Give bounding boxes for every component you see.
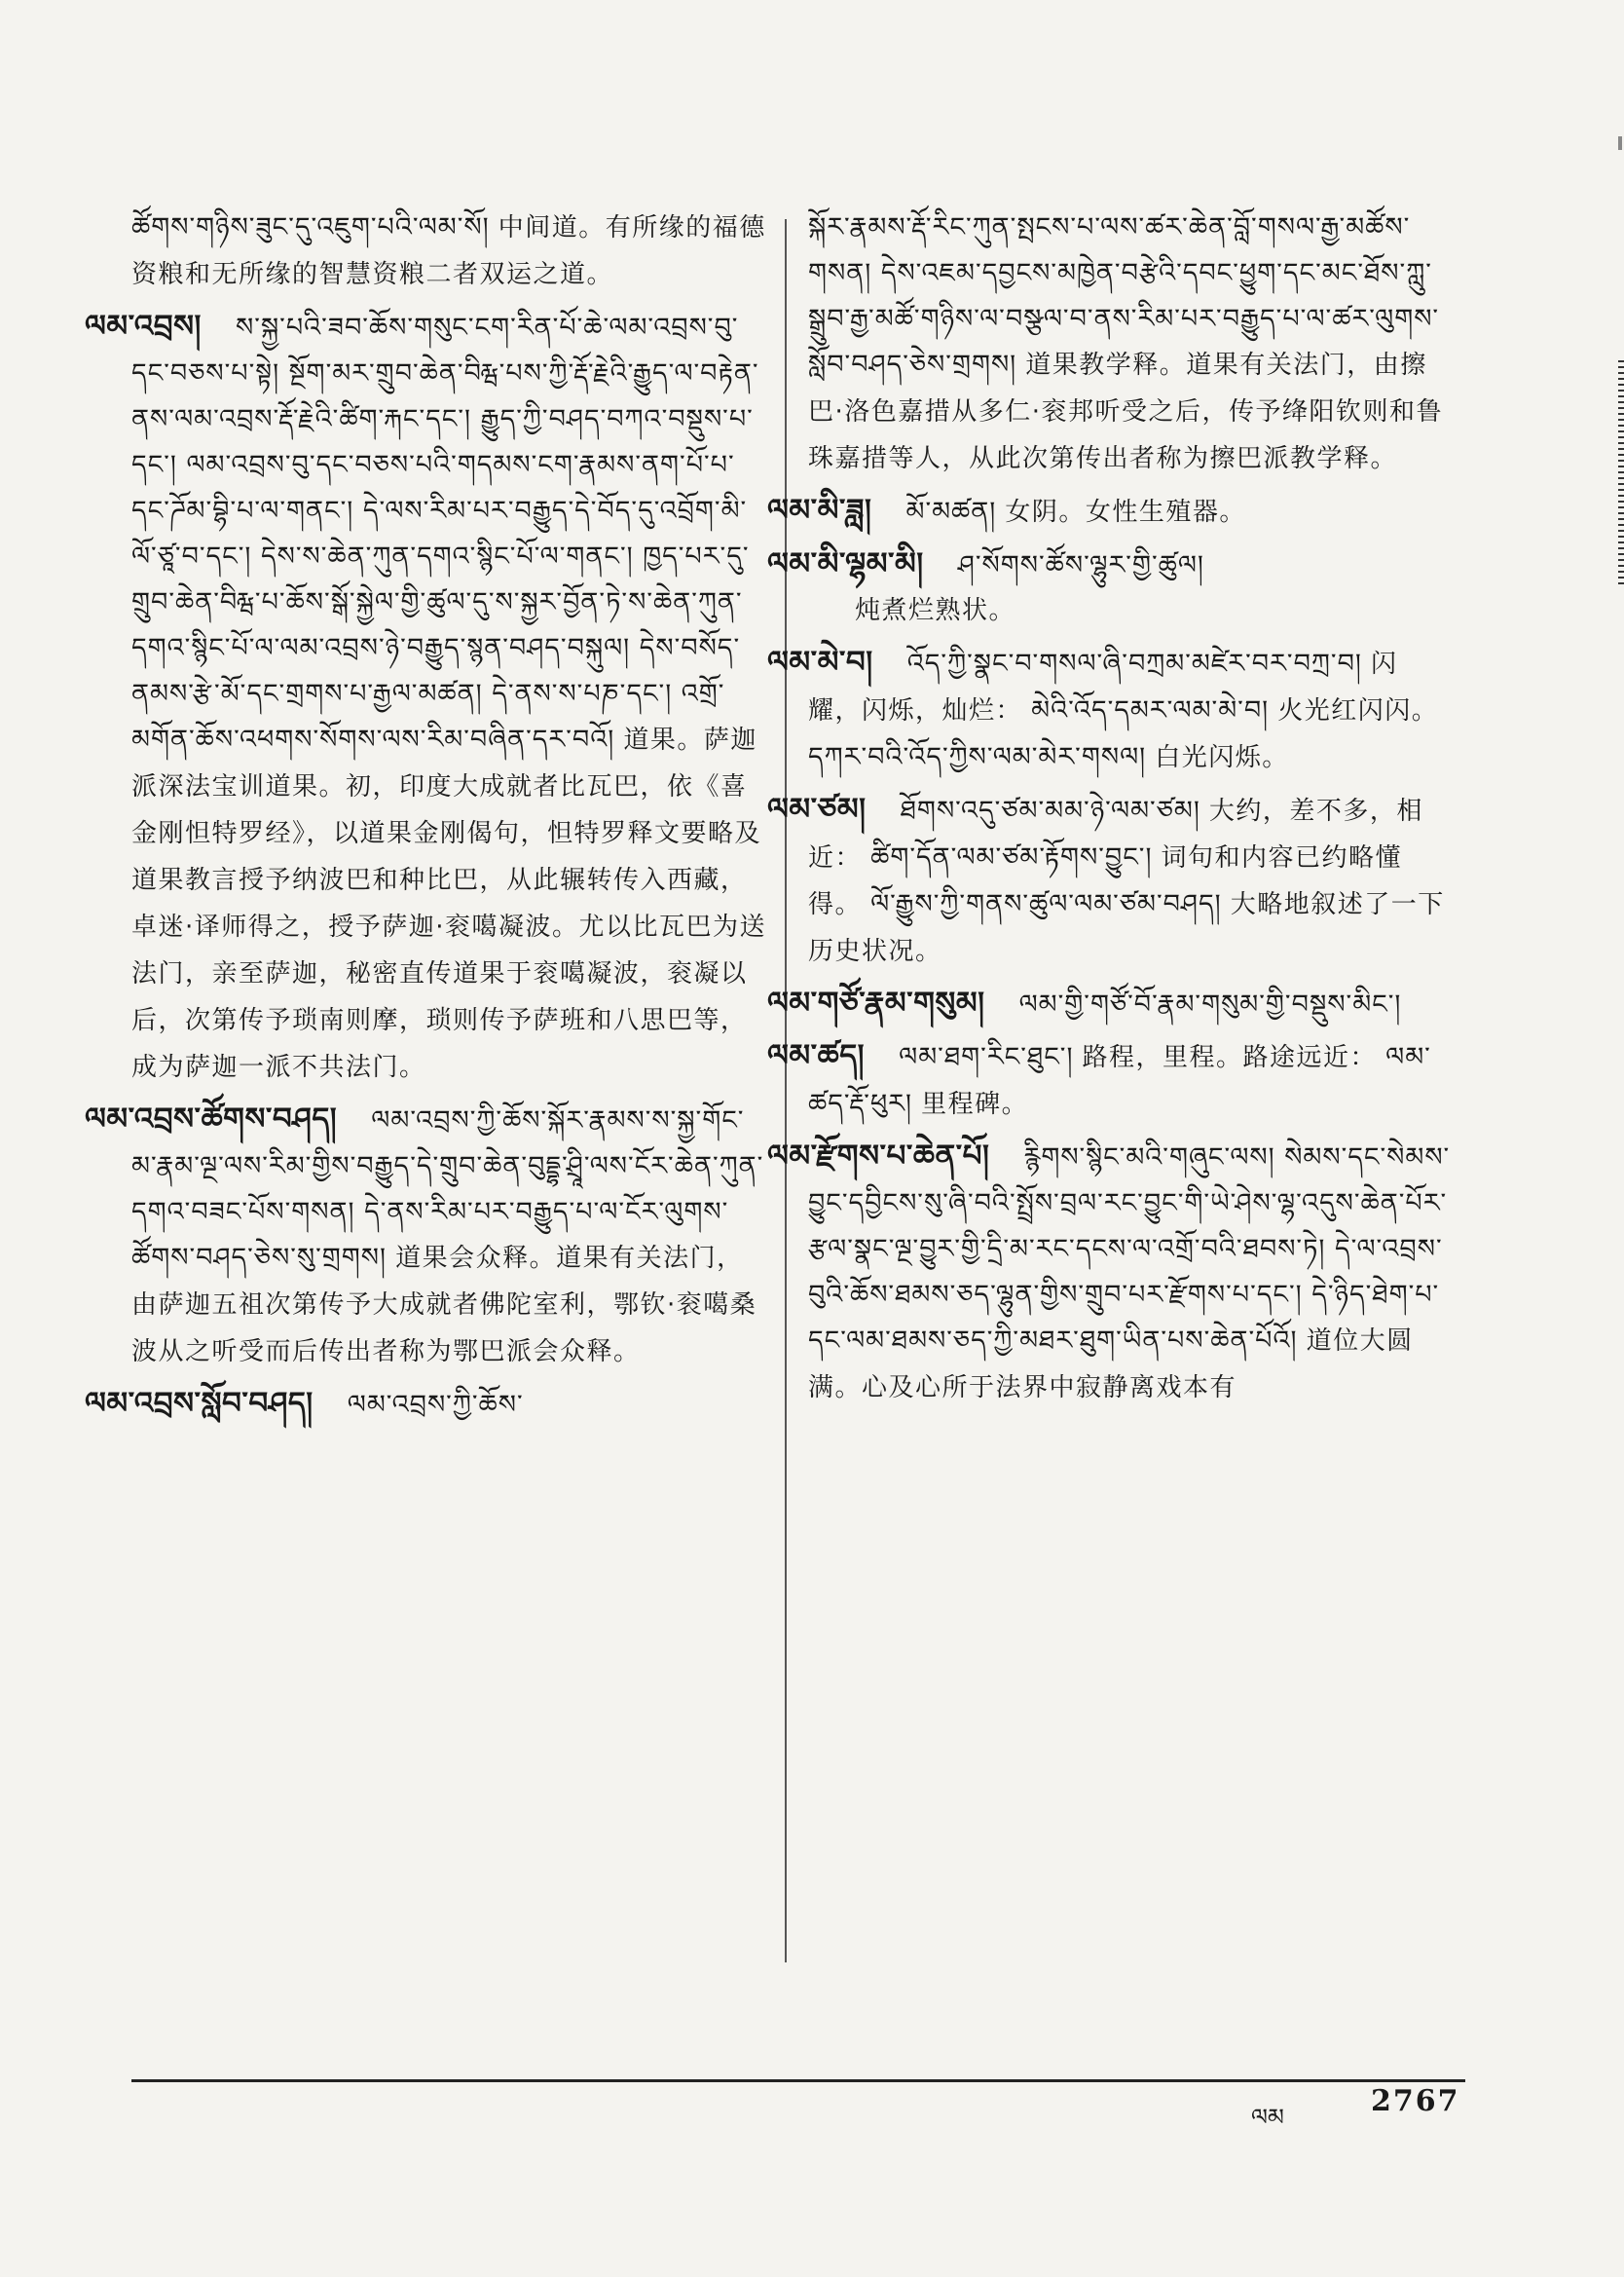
headword: ལམ་འབྲས་སློབ་བཤད།: [85, 1386, 314, 1421]
entry-lam-tsam: [767, 787, 1451, 975]
page-number: 2767: [1371, 2084, 1460, 2118]
tibetan-definition: ལམ་ཐག་རིང་ཐུང་།: [899, 1042, 1074, 1072]
chinese-example: 大略地叙述了一下历史状况。: [808, 890, 1445, 966]
tibetan-example: མེའི་འོད་དམར་ལམ་མེ་བ།: [1031, 695, 1270, 726]
entry-lam-dre-lob-shad: [85, 1381, 769, 1428]
tibetan-definition: ལམ་འབྲས་ཀྱི་ཆོས་: [347, 1390, 524, 1420]
tibetan-definition: ལམ་འབྲས་ཀྱི་ཆོས་སྐོར་རྣམས་ས་སྐྱ་གོང་མ་རྣམ་ལྔ་ལས་རིམ་གྱིས་བརྒྱུད་དེ་གྲུབ་ཆེན་བུདྡྷ་ཤྲཱི་ལས་ངོར་ཆེན་ཀུན་དགའ་བཟང་པོས་གསན། དེ་ནས་རིམ་པར་བརྒྱུད་པ་ལ་ངོར་ལུགས་ཚོགས་བཤད་ཅེས་སུ་གྲགས།: [131, 1105, 764, 1273]
left-column: [85, 205, 769, 1434]
tibetan-example: ལོ་རྒྱུས་ཀྱི་གནས་ཚུལ་ལམ་ཙམ་བཤད།: [870, 889, 1222, 919]
entry-lam-dzogchen: [767, 1134, 1451, 1411]
chinese-definition: 中间道。有所缘的福德资粮和无所缘的智慧资粮二者双运之道。: [131, 213, 766, 289]
entry-lam-dre-tshogs-shad: [85, 1097, 769, 1375]
headword: ལམ་འབྲས།: [85, 309, 202, 344]
headword: ལམ་མི་ཟླ།: [767, 493, 872, 528]
entry-continuation: [131, 205, 769, 298]
chinese-example: 火光红闪闪。: [1277, 696, 1439, 726]
tibetan-definition: རྙིགས་སྙིང་མའི་གཞུང་ལས། སེམས་དང་སེམས་བྱུང་དབྱིངས་སུ་ཞི་བའི་སྤྲོས་བྲལ་རང་བྱུང་གི་ཡེ་ཤེས་ལྷ་འདུས་ཆེན་པོར་རྩལ་སྣང་ལྔ་བྱུར་གྱི་དྲི་མ་རང་དངས་ལ་འགྲོ་བའི་ཐབས་ཏེ། དེ་ལ་འབྲས་བུའི་ཆོས་ཐམས་ཅད་ལྷུན་གྱིས་གྲུབ་པར་རྫོགས་པ་དང་། དེ་ཉིད་ཐེག་པ་དང་ལམ་ཐམས་ཅད་ཀྱི་མཐར་ཐུག་ཡིན་པས་ཆེན་པོའོ།: [808, 1142, 1451, 1356]
footer-headword: ལམ: [1251, 2104, 1284, 2131]
tibetan-example: ཚིག་དོན་ལམ་ཙམ་རྟོགས་བྱུང་།: [870, 842, 1153, 873]
entry-lam-dre: [85, 304, 769, 1091]
headword: ལམ་མི་ལྷམ་མི།: [767, 546, 924, 581]
tibetan-definition: ལམ་གྱི་གཙོ་བོ་རྣམ་གསུམ་གྱི་བསྡུས་མིང་།: [1018, 989, 1402, 1020]
column-divider: [785, 219, 787, 1962]
chinese-example: 词句和内容已约略懂得。: [808, 843, 1403, 919]
chinese-example: 白光闪烁。: [1155, 743, 1289, 772]
right-column: [767, 205, 1451, 1417]
scan-edge-tick: [1618, 136, 1622, 150]
tibetan-definition: ས་སྐྱ་པའི་ཟབ་ཆོས་གསུང་ངག་རིན་པོ་ཆེ་ལམ་འབྲས་བུ་དང་བཅས་པ་སྟེ། སྔོག་མར་གྲུབ་ཆེན་བིརྺ་པས་ཀྱི་རྡོ་རྗེའི་རྒྱུད་ལ་བརྟེན་ནས་ལམ་འབྲས་རྡོ་རྗེའི་ཚིག་རྐང་དང་། རྒྱུད་ཀྱི་བཤད་བཀའ་བསྡུས་པ་དང་། ལམ་འབྲས་བུ་དང་བཅས་པའི་གདམས་ངག་རྣམས་ནག་པོ་པ་དང་ཌོམ་བྷི་པ་ལ་གནང་། དེ་ལས་རིམ་པར་བརྒྱུད་དེ་བོད་དུ་འབྲོག་མི་ལོ་ཙཱ་བ་དང་། དེས་ས་ཆེན་ཀུན་དགའ་སྙིང་པོ་ལ་གནང་། ཁྱད་པར་དུ་གྲུབ་ཆེན་བིརྺ་པ་ཆོས་སྒོ་སྐྱེལ་གྱི་ཚུལ་དུ་ས་སྐྱར་བྱོན་ཏེ་ས་ཆེན་ཀུན་དགའ་སྙིང་པོ་ལ་ལམ་འབྲས་ཉེ་བརྒྱུད་སྙན་བཤད་བསྐུལ། དེས་བསོད་ནམས་རྩེ་མོ་དང་གྲགས་པ་རྒྱལ་མཚན། དེ་ནས་ས་པཎ་དང་། འགྲོ་མགོན་ཆོས་འཕགས་སོགས་ལས་རིམ་བཞིན་དར་བའོ།: [131, 313, 759, 755]
tibetan-definition: མོ་མཚན།: [905, 497, 997, 527]
tibetan-example: དཀར་བའི་འོད་ཀྱིས་ལམ་མེར་གསལ།: [808, 742, 1147, 772]
headword: ལམ་མེ་བ།: [767, 645, 873, 680]
footer-rule: [131, 2079, 1465, 2082]
tibetan-example: ལམ་ཚད་རྡོ་ཕུར།: [808, 1042, 1431, 1119]
chinese-definition: 道果教学释。道果有关法门，由擦巴·洛色嘉措从多仁·衮邦听受之后，传予绛阳钦则和鲁珠嘉措等人，从此次第传出者称为擦巴派教学释。: [808, 351, 1444, 473]
headword: ལམ་རྫོགས་པ་ཆེན་པོ།: [767, 1138, 990, 1174]
chinese-definition: 炖煮烂熟状。: [855, 596, 1016, 625]
tibetan-definition: ཚོགས་གཉིས་ཟུང་དུ་འཇུག་པའི་ལམ་སོ།: [131, 212, 490, 243]
tibetan-definition: སྐོར་རྣམས་རྡོ་རིང་ཀུན་སྤངས་པ་ལས་ཚར་ཆེན་བློ་གསལ་རྒྱ་མཚོས་གསན། དེས་འཇམ་དབྱངས་མཁྱེན་བརྩེའི་དབང་ཕྱུག་དང་མང་ཐོས་ཀླུ་སྒྲུབ་རྒྱ་མཚོ་གཉིས་ལ་བསྩལ་བ་ནས་རིམ་པར་བརྒྱུད་པ་ལ་ཚར་ལུགས་སློབ་བཤད་ཅེས་གྲགས།: [808, 212, 1440, 380]
scan-edge-marks: [1618, 360, 1624, 584]
entry-lam-tso-nam-sum: [767, 981, 1451, 1027]
chinese-definition: 闪耀，闪烁，灿烂：: [808, 650, 1398, 726]
headword: ལམ་ཙམ།: [767, 792, 867, 827]
chinese-definition: 女阴。女性生殖器。: [1005, 498, 1246, 527]
tibetan-definition: ཐོགས་འདུ་ཙམ་མམ་ཉེ་ལམ་ཙམ།: [900, 796, 1200, 826]
chinese-definition: 大约，差不多，相近：: [808, 797, 1423, 873]
entry-continuation: [808, 205, 1451, 482]
headword: ལམ་འབྲས་ཚོགས་བཤད།: [85, 1101, 338, 1137]
entry-lam-tshad: [767, 1033, 1451, 1128]
headword: ལམ་གཙོ་རྣམ་གསུམ།: [767, 986, 985, 1021]
chinese-example: 里程碑。: [921, 1090, 1029, 1119]
chinese-definition: 道果。萨迦派深法宝训道果。初，印度大成就者比瓦巴，依《喜金刚怛特罗经》，以道果金刚偈句，怛特罗释文要略及道果教言授予纳波巴和种比巴，从此辗转传入西藏，卓迷·译师得之，授予萨迦·衮噶凝波。尤以比瓦巴为送法门，亲至萨迦，秘密直传道果于衮噶凝波，衮凝以后，次第传予琐南则摩，琐则传予萨班和八思巴等，成为萨迦一派不共法门。: [131, 726, 767, 1082]
chinese-definition: 道位大圆满。心及心所于法界中寂静离戏本有: [808, 1326, 1414, 1402]
headword: ལམ་ཚད།: [767, 1038, 866, 1073]
entry-lam-mi-da: [767, 488, 1451, 536]
entry-lam-mi-lham-mi: [767, 541, 1451, 634]
entry-lam-me-wa: [767, 640, 1451, 781]
tibetan-definition: ཤ་སོགས་ཚོས་ལྷུར་གྱི་ཚུལ།: [957, 550, 1204, 580]
chinese-definition: 道果会众释。道果有关法门，由萨迦五祖次第传予大成就者佛陀室利，鄂钦·衮噶桑波从之听受而后传出者称为鄂巴派会众释。: [131, 1244, 757, 1366]
chinese-definition: 路程，里程。路途远近：: [1082, 1043, 1378, 1072]
tibetan-definition: འོད་ཀྱི་སྣང་བ་གསལ་ཞི་བཀྲམ་མཛེར་བར་བཀྲ་བ།: [906, 649, 1362, 679]
